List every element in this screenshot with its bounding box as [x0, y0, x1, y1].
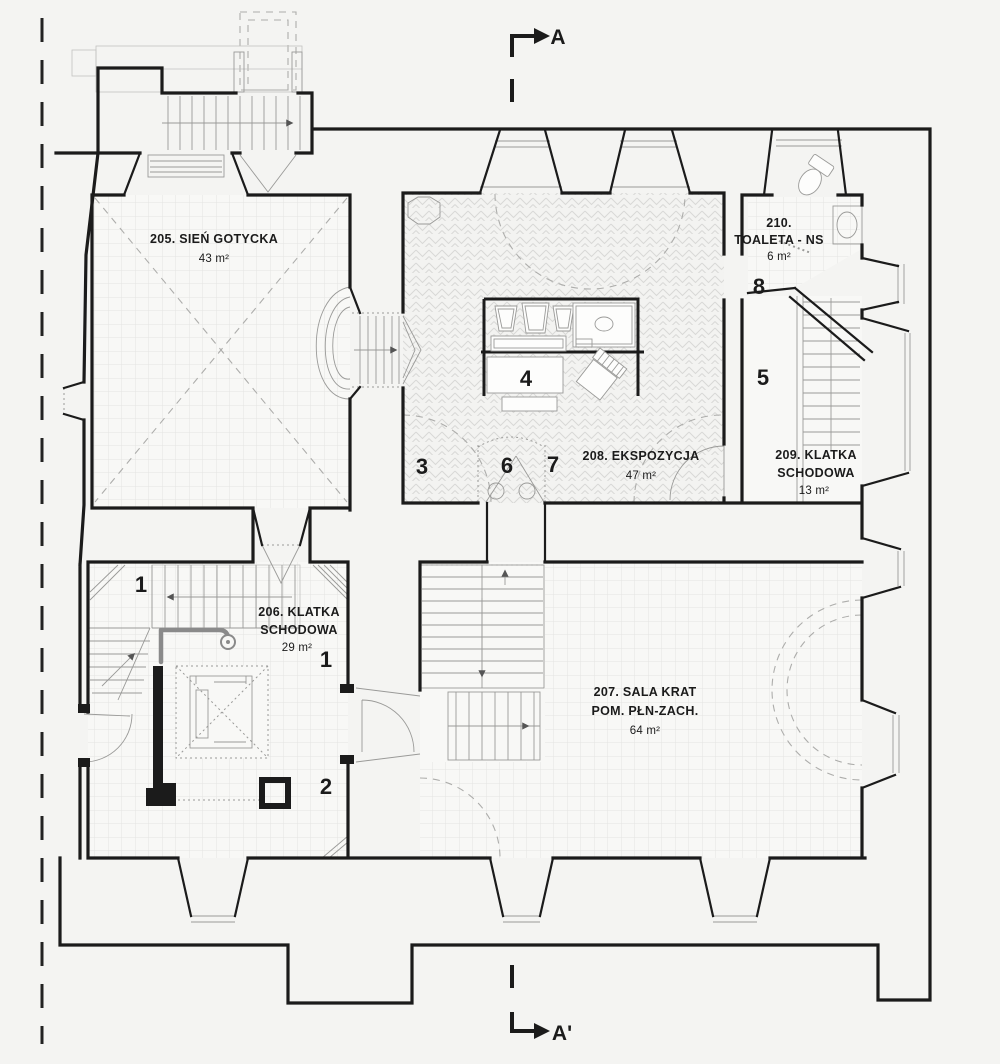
- position-number-7: 7: [546, 452, 560, 477]
- position-number-1a: 1: [134, 572, 148, 597]
- position-number-4: 4: [519, 366, 533, 391]
- room-207-label-2: POM. PŁN-ZACH.: [591, 704, 699, 718]
- room-206-label-1: 206. KLATKA: [258, 605, 340, 619]
- double-door-entry: [240, 155, 296, 192]
- section-marker-top: [512, 28, 550, 102]
- room-209-area: 13 m²: [798, 485, 830, 497]
- passage-steps-205-208: [354, 316, 399, 384]
- room-210-label-1: 210.: [766, 216, 792, 230]
- window-glazing-north: [480, 140, 842, 187]
- position-number-3: 3: [415, 454, 429, 479]
- position-number-6: 6: [500, 453, 514, 478]
- section-label-a: A: [550, 26, 566, 49]
- wc-icon: [792, 154, 834, 201]
- entry-stair-north: [148, 96, 300, 177]
- section-label-a-prime: A': [551, 1022, 573, 1045]
- section-arrow-icon: [534, 1023, 550, 1039]
- room-207-area: 64 m²: [629, 725, 661, 737]
- position-number-8: 8: [752, 274, 766, 299]
- room-206-area: 29 m²: [281, 642, 313, 654]
- room-207-label-1: 207. SALA KRAT: [593, 685, 697, 699]
- room-206-label-2: SCHODOWA: [260, 623, 338, 637]
- door-swing-206-207: [362, 700, 414, 752]
- room-210-area: 6 m²: [767, 251, 791, 263]
- position-number-5: 5: [756, 365, 770, 390]
- section-and-boundary: [42, 18, 550, 1044]
- position-number-2: 2: [319, 774, 333, 799]
- section-marker-bottom: [512, 965, 550, 1039]
- labels: [135, 26, 857, 1045]
- window-glazing-south: [191, 916, 757, 922]
- room-205-area: 43 m²: [198, 253, 230, 265]
- room-210-label-2: TOALETA - NS: [734, 233, 824, 247]
- floor-finishes: [88, 193, 862, 858]
- room-208-area: 47 m²: [625, 470, 657, 482]
- room-205-label: 205. SIEŃ GOTYCKA: [149, 232, 279, 246]
- room-209-label-2: SCHODOWA: [777, 466, 855, 480]
- position-number-1b: 1: [319, 647, 333, 672]
- room-208-label: 208. EKSPOZYCJA: [582, 449, 700, 463]
- section-arrow-icon: [534, 28, 550, 44]
- window-glazing-east: [893, 264, 910, 773]
- room-209-label-1: 209. KLATKA: [775, 448, 857, 462]
